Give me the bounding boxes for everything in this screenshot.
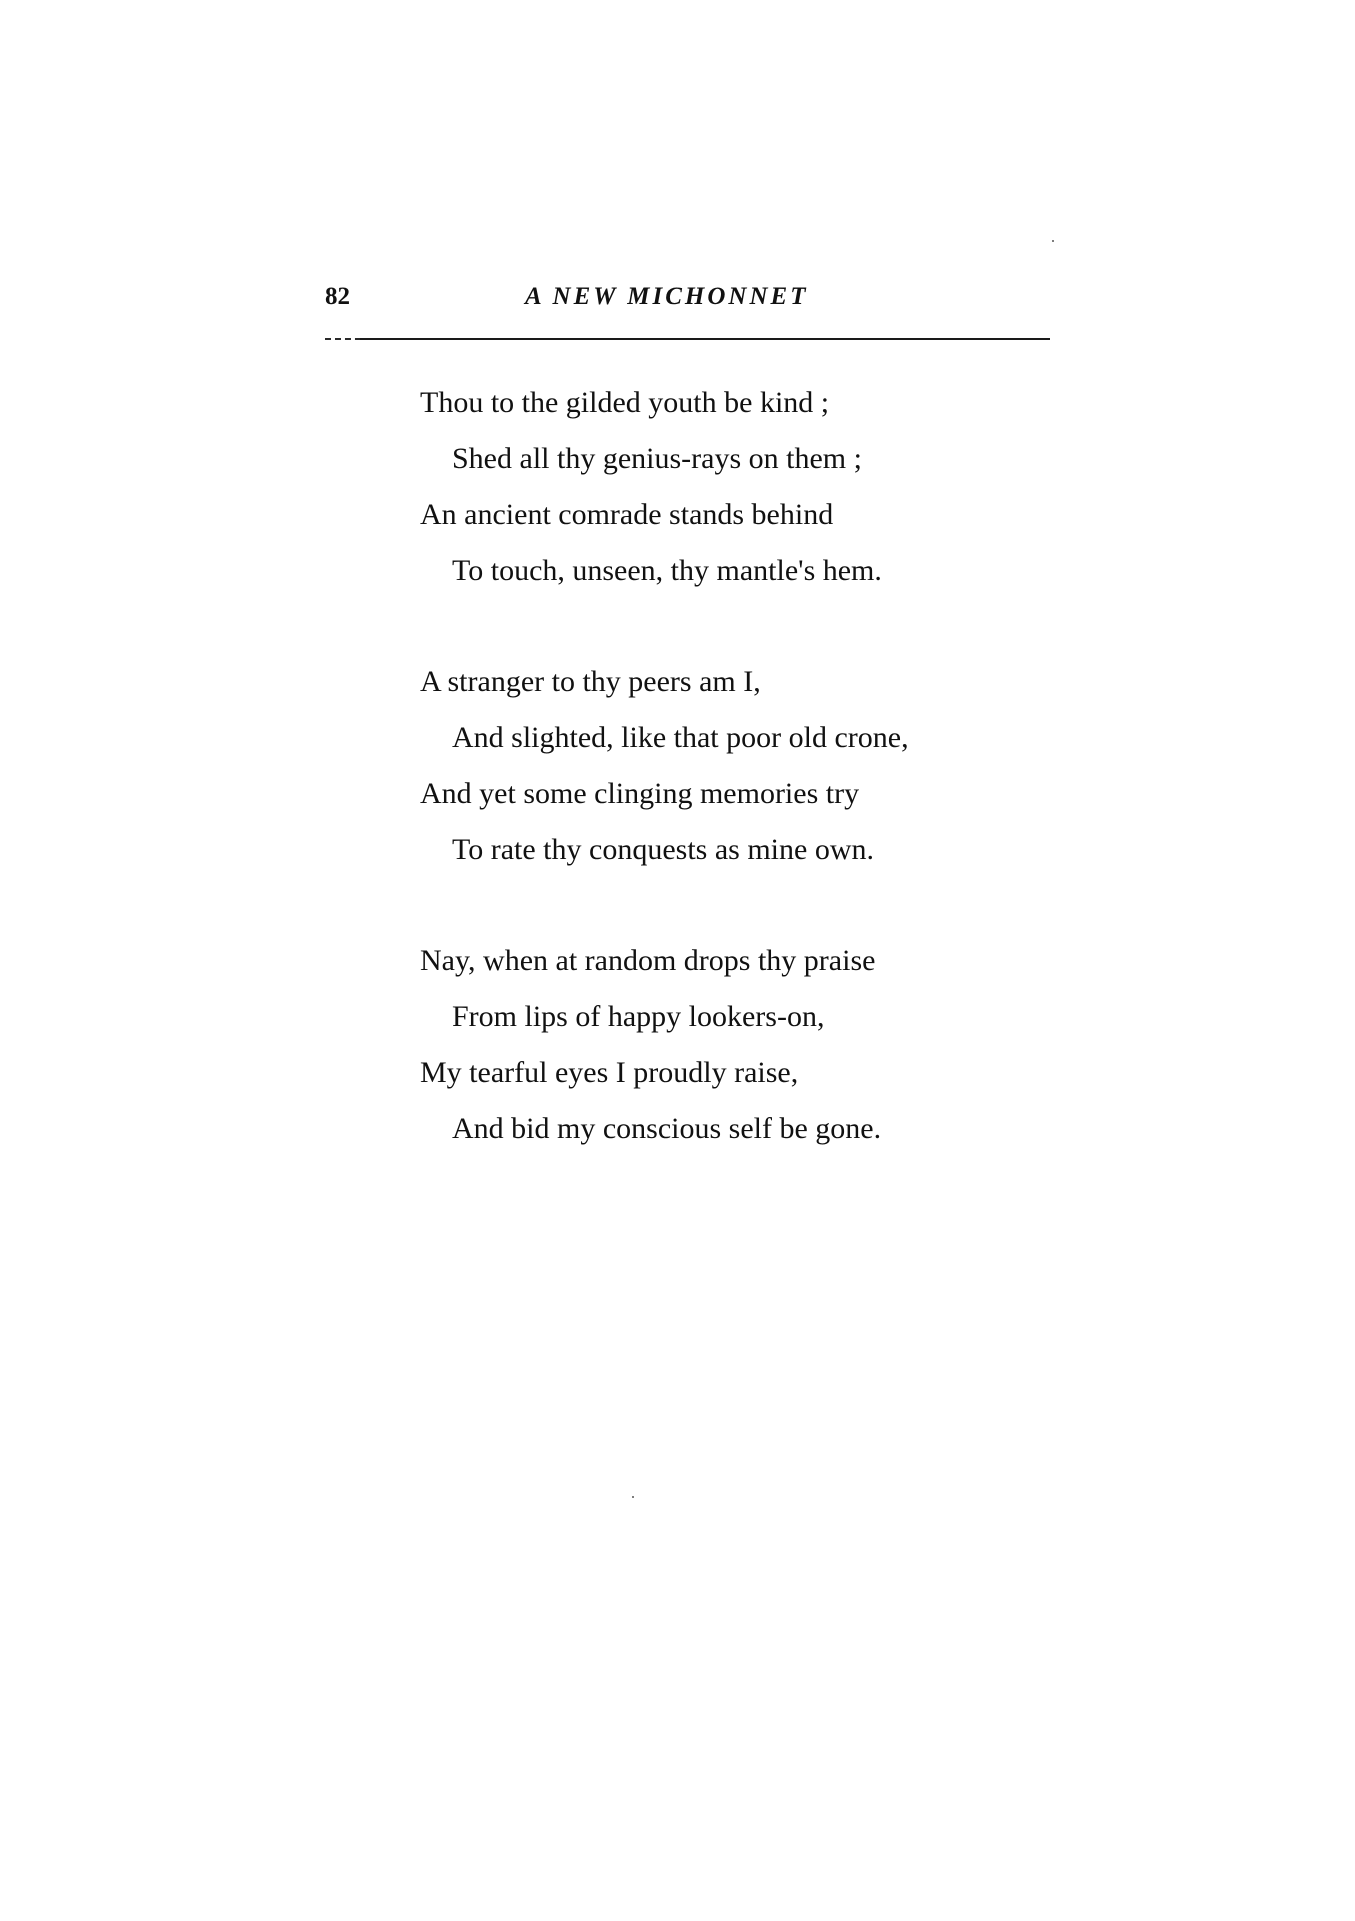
- print-speck: [632, 1496, 634, 1498]
- poem-line: To rate thy conquests as mine own.: [452, 833, 874, 866]
- print-speck: [1052, 240, 1054, 242]
- page-header: [325, 283, 1050, 323]
- poem-line: And slighted, like that poor old crone,: [452, 721, 909, 754]
- poem: [420, 375, 1060, 1212]
- poem-line: A stranger to thy peers am I,: [420, 665, 761, 698]
- stanza-3: [420, 933, 1060, 1157]
- poem-line: An ancient comrade stands behind: [420, 498, 834, 531]
- poem-line: To touch, unseen, thy mantle's hem.: [452, 554, 882, 587]
- poem-line: Thou to the gilded youth be kind ;: [420, 386, 830, 419]
- poem-line: Shed all thy genius-rays on them ;: [452, 442, 862, 475]
- stanza-2: [420, 654, 1060, 878]
- stanza-1: [420, 375, 1060, 599]
- poem-line: My tearful eyes I proudly raise,: [420, 1056, 799, 1089]
- poem-line: Nay, when at random drops thy praise: [420, 944, 876, 977]
- header-rule-solid: [360, 338, 1050, 340]
- poem-line: From lips of happy lookers-on,: [452, 1000, 825, 1033]
- poem-line: And yet some clinging memories try: [420, 777, 860, 810]
- running-title: A NEW MICHONNET: [525, 283, 809, 310]
- page-number: 82: [325, 283, 350, 310]
- poem-line: And bid my conscious self be gone.: [452, 1112, 882, 1145]
